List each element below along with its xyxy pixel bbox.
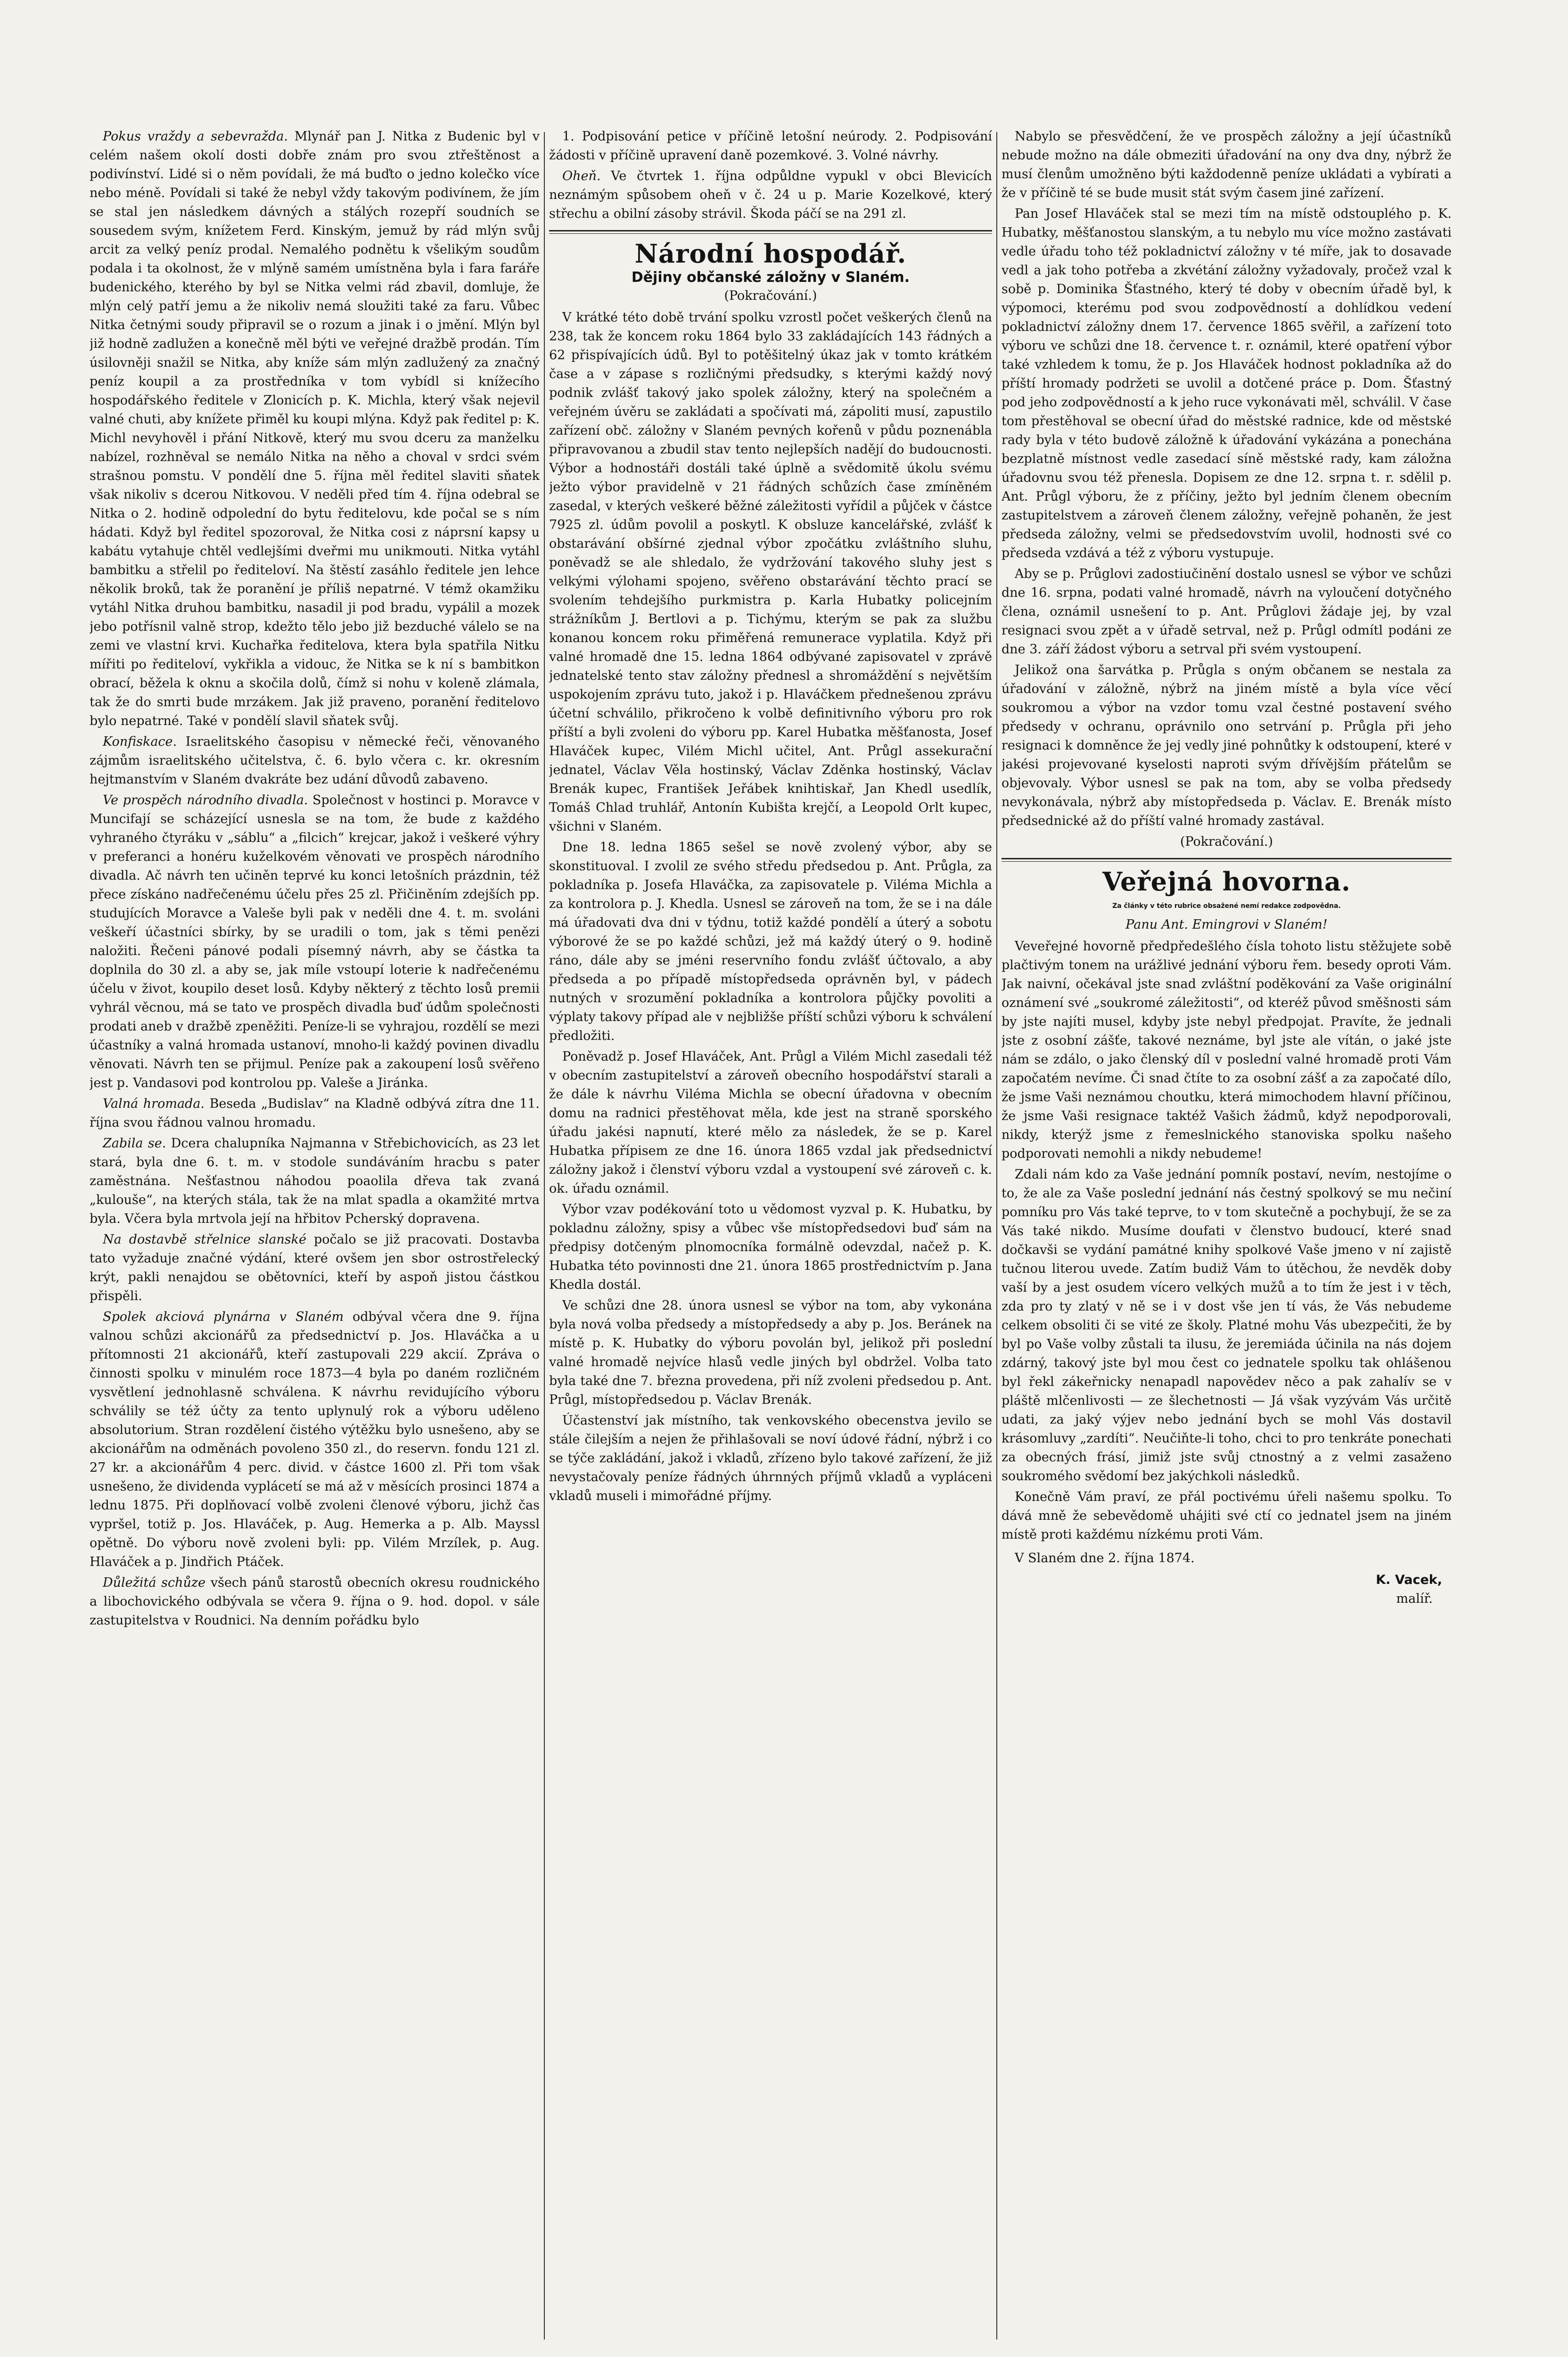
news-item — [90, 1095, 540, 1132]
news-item — [90, 733, 540, 789]
item-lead: Důležitá schůze — [103, 1575, 206, 1590]
item-lead: Oheň. — [562, 169, 601, 183]
section-heading: Národní hospodář. — [634, 239, 907, 269]
item-lead: Ve prospěch národního divadla. — [103, 793, 308, 808]
item-lead: Zabila se. — [103, 1136, 166, 1151]
continued-note: (Pokračování.) — [1180, 834, 1273, 849]
letter-signature: K. Vacek, — [1376, 1573, 1442, 1587]
column-middle — [549, 127, 992, 2344]
column-divider — [996, 132, 997, 2340]
item-text: Beseda „Budislav“ na Kladně odbývá zítra dne 11. října svou řádnou valnou hromadu. — [90, 1096, 540, 1130]
section-heading: Veřejná hovorna. — [1102, 866, 1351, 897]
item-text: Ve čtvrtek 1. října odpůldne vypukl v obci Blevicích neznámým spůsobem oheň v č. 24 u p. Marie Kozelkové, který střechu a obilní zásoby strávil. Škoda páčí se na 291 zl. — [549, 169, 992, 221]
article-title: Dějiny občanské záložny v Slaném. — [631, 269, 910, 286]
article-paragraph: Nabylo se přesvědčení, že ve prospěch záložny a její účastníků nebude možno na dále obmeziti úřadování na ony dva dny, nýbrž že musí členům umožněno býti každodenně peníze ukládati a vybírati a že v příčině té se bude musit stát svým časem jiné zařízení. — [1002, 129, 1452, 200]
item-lead: Na dostavbě střelnice slanské — [103, 1232, 307, 1247]
article-paragraph: Aby se p. Průglovi zadostiučinění dostalo usnesl se výbor ve schůzi dne 16. srpna, podati valné hromadě, návrh na vyloučení dotyčného člena, oznámil usnešení to p. Ant. Průglovi žádaje jej, by vzal resignaci svou zpět a v úřadě setrval, než p. Průgl odmítl podáni ze dne 3. září žádost výboru a setrval při svém vystoupení. — [1002, 567, 1452, 657]
column-left — [90, 127, 540, 2344]
article-paragraph: V krátké této době trvání spolku vzrostl počet veškerých členů na 238, tak že koncem roku 1864 bylo 33 zakládajících 143 řádných a 62 přispívajících údů. Byl to potěšitelný úkaz jak v tomto krátkém čase a v zápase s rozličnými předsudky, s kterými každý nový podnik zvlášť takový jako spolek záložny, který na společném a veřejném úvěru se zakládati a spočívati má, zápoliti musí, zapustilo zařízení obč. záložny v Slaném pevných kořenů v půdu poznenábla připravovanou a zbudil stav tento nejlepších nadějí do budoucnosti. Výbor a hodnostáři dostáli také úplně a svědomitě úkolu svému ježto výbor pravidelně v 21 řádných schůzích čase zmíněném zasedal, v kterých veškeré běžné záležitosti vyřídil a půjček v částce 7925 zl. údům povolil a poskytl. K obsluze kancelářské, zvlášť k obstarávání obšírné zjednal výbor zpočátku zvláštního sluhu, poněvadž se ale shledalo, že vydržování takového sluhy jest s velkými výlohami spojeno, svěřeno obstarávání těchto prací se svolením tehdejšího purkmistra p. Karla Hubatky policejním strážníkům J. Bertlovi a p. Tichýmu, kterým se pak za službu konanou koncem roku přiměřená remunerace vyplatila. Když při valné hromadě dne 15. ledna 1864 odbývané zapisovatel v zprávě jednatelské tento stav záložny přednesl a shromáždění s největším uspokojením zprávu tuto, jakož i p. Hlaváčkem přednešenou zprávu účetní schválilo, přikročeno k volbě definitivního výboru pro rok příští a byli zvoleni do výboru pp. Karel Hubatka měšťanosta, Josef Hlaváček kupec, Vilém Michl učitel, Ant. Průgl assekurační jednatel, Václav Věla hostinský, Václav Zděnka hostinský, Václav Brenák kupec, František Jeřábek knihtiskař, Jan Khedl usedlík, Tomáš Chlad truhlář, Antonín Kubišta krejčí, a Leopold Orlt kupec, všichni v Slaném. — [549, 310, 992, 834]
article-paragraph: Účastenství jak místního, tak venkovského obecenstva jevilo se stále čilejším a nejen že přihlašovali se noví údové řádní, nýbrž i co se týče zakládání, jakož i vkladů, zřízeno bylo takové zařízení, že již nevystačovaly peníze řádných úhrnných příjmů vkladů a vypláceni vkladů museli i mimořádné příjmy. — [549, 1413, 992, 1503]
signature-role: malíř. — [1396, 1591, 1433, 1606]
news-item — [90, 1230, 540, 1306]
article-paragraph: Poněvadž p. Josef Hlaváček, Ant. Průgl a Vilém Michl zasedali též v obecním zastupitelství a zároveň obecního hospodářství starali a že dále k návrhu Viléma Michla se obecní úřadovna v obecním domu na radnici přestěhovat měla, kde jest na straně sporského úřadu jakési napnutí, které mělo za následek, že se p. Karel Hubatka přípisem ze dne 16. února 1865 vzdal jak předsednictví záložny jakož i členství výboru vzdal a vystoupení své zároveň c. k. ok. úřadu oznámil. — [549, 1049, 992, 1196]
item-lead: Konfiskace. — [103, 734, 177, 749]
item-lead: Valná hromada. — [103, 1096, 205, 1111]
editorial-disclaimer: Za články v této rubrice obsažené nemí redakce zodpovědna. — [1112, 902, 1341, 910]
news-item — [90, 1308, 540, 1572]
news-item — [90, 1574, 540, 1630]
section-divider — [549, 230, 992, 234]
item-text: odbýval včera dne 9. října valnou schůzi akcionářů za předsednictví p. Jos. Hlaváčka a u přítomnosti 21 akcionářů, kteří zastupovali 229 akcií. Zpráva o činnosti spolku v minulém roce 1873—4 byla po daném rozličném vysvětlení jednohlasně schválena. K návrhu revidujícího výboru schválily se též účty za tento uplynulý rok a výboru uděleno absolutorium. Stran rozdělení čistého výtěžku bylo usnešeno, aby se akcionářům na odměnách povoleno 350 zl., do reservn. fondu 121 zl. 27 kr. a akcionářům 4 perc. divid. v částce 1600 zl. Při tom však usnešeno, že dividenda vyplácetí se má až v měsících prosinci 1874 a lednu 1875. Při doplňovací volbě zvoleni členové výboru, jichž čas vypršel, totiž p. Jos. Hlaváček, p. Aug. Hemerka a p. Alb. Mayssl opětně. Do výboru nově zvoleni byli: pp. Vilém Mrzílek, p. Aug. Hlaváček a p. Jindřich Ptáček. — [90, 1310, 540, 1569]
news-item — [549, 167, 992, 223]
article-paragraph: Výbor vzav podékování toto u vědomost vyzval p. K. Hubatku, by pokladnu záložny, spisy a vůbec vše místopředsedovi buď sám na předpisy dotčeným plnomocníka formálně odevzdal, načež p. K. Hubatka této povinnosti dne 21. února 1865 prostřednictvím p. Jana Khedla dostál. — [549, 1202, 992, 1292]
letter-paragraph: Konečně Vám praví, ze přál poctivému úřeli našemu spolku. To dává mně že sebevědomě uhájiti své ctí co jednatel jsem na jiném místě proti každému nízkému proti Vám. — [1002, 1490, 1452, 1542]
item-text: Israelitského časopisu v německé řeči, věnovaného zájmům israelitského učitelstva, č. 6. bylo včera c. kr. okresním hejtmanstvím v Slaném dvakráte bez udání důvodů zabaveno. — [90, 734, 540, 787]
news-item — [90, 127, 540, 731]
item-text: Mlynář pan J. Nitka z Budenic byl v celém našem okolí dosti dobře znám pro svou ztřeštěnost a podivínství. Lidé si o něm povídali, že má buďto o jedno kolečko více nebo méně. Povídali si také že nebyl vždy takovým podivínem, že jím se stal jen následkem dávných a stálých rozepří soudních se sousedem svým, knížetem Ferd. Kinským, jemuž by rád mlýn svůj arcit za velký peníz prodal. Nemalého podnětu k všelikým soudům podala i ta okolnost, že v mlýně samém umístněna byla i fara faráře budenického, kterého by byl se Nitka velmi rád zbavil, domluje, že mlýn celý patří jemu a že nikoliv nemá sloužiti také za faru. Vůbec Nitka četnými soudy připravil se o rozum a jinak i o jmění. Mlýn byl již hodně zadlužen a konečně měl býti ve veřejné dražbě prodán. Tím úsilovněji snažil se Nitka, aby kníže sám mlýn zadlužený za značný peníz koupil a za prostředníka v tom vybídl si knížecího hospodářského ředitele v Zlonicích p. K. Michla, který však nejevil valné chuti, aby knížete přiměl ku koupi mlýna. Když pak ředitel p: K. Michl nevyhověl i přání Nitkově, který mu svou dceru za manželku nabízel, rozhněval se nemálo Nitka na něho a choval v srdci svém strašnou pomstu. V pondělí dne 5. října měl ředitel slaviti sňatek však nikoliv s dcerou Nitkovou. V neděli před tím 4. října odebral se Nitka o 2. hodině odpolední do bytu ředitelovu, kde počal se s ním hádati. Když byl ředitel spozoroval, že Nitka cosi z náprsní kapsy u kabátu vytahuje chtěl vedlejšími dveřmi mu unikmouti. Nitka vytáhl bambitku a střelil po řediteloví. Na štěstí zasáhlo ředitele jen lehce několik broků, tak že poranění je příliš nepatrné. V témž okamžiku vytáhl Nitka druhou bambitku, nasadil ji pod bradu, vypálil a mozek jebo potřísnil valně strop, kdežto tělo jebo již bezduché válelo se na zemi ve vlastní krvi. Kuchařka ředitelova, ktera byla spatřila Nitku mířiti po řediteloví, vykřikla a vidouc, že Nitka se k ní s bambitkon obrací, běžela k oknu a skočila dolů, čímž si nohu v koleně zlámala, tak že do smrti bude mrzákem. Jak již praveno, poranění ředitelovo bylo nepatrné. Také v pondělí slavil sňatek svůj. — [90, 129, 540, 728]
article-paragraph: Pan Josef Hlaváček stal se mezi tím na místě odstouplého p. K. Hubatky, měšťanostou slanským, a tu nebylo mu více možno zastávati vedle úřadu toho též pokladnictví záložny v té míře, jak to dosavade vedl a jak toho potřeba a zkvétání záložny vyžadovaly, pročež vzal k sobě p. Dominika Šťastného, který té doby v obecním úřadě byl, k výpomoci, kterému pod svou zodpovědností a dohlídkou vedení pokladnictví záložny dnem 17. července 1865 svěřil, a zařízení toto výboru ve schůzi dne 18. července t. r. oznámil, které opatření výbor také vzhledem k tomu, že p. Jos Hlaváček hodnost pokladníka až do příští hromady podržeti se uvolil a dotčené práce p. Dom. Šťastný pod jeho zodpovědností a k jeho ruce vykonávati měl, schválil. V čase tom přestěhoval se obecní úřad do městské radnice, kde od městské rady byla v této budově záložně k úřadování vykázána a ponechána bezplatně místnost vedle zasedací síně městské rady, kam záložna úřadovnu svou též přenesla. Dopisem ze dne 12. srpna t. r. sdělil p. Ant. Průgl výboru, že z příčiny, ježto byl jedním členem obecním zastupitelstvem a zároveň členem záložny, veřejně pohaněn, že jest předseda záložny, velmi se předsedovstvím uvolil, hodnosti své co předseda vzdává a též z výboru vystupuje. — [1002, 206, 1452, 560]
column-right — [1002, 127, 1452, 2344]
article-paragraph: Jelikož ona šarvátka p. Průgla s oným občanem se nestala za úřadování v záložně, nýbrž na jiném místě a byla více věcí soukromou a výbor na vzdor tomu vzal čestné postavení svého předsedy v ochranu, oprávnilo ono setrvání p. Průgla při jeho resignaci k domněnce že jej vedly jiné pohnůtky k odstoupení, které v jakési projevované kyselosti naproti svým dřívějším přátelům se objevovaly. Výbor usnesl se pak na tom, aby se volba předsedy nevykonávala, nýbrž aby místopředseda p. Václav. E. Brenák místo předsednické až do příští valné hromady zastával. — [1002, 663, 1452, 828]
item-text: všech pánů starostů obecních okresu roudnického a libochovického odbývala se včera 9. října o 9. hod. dopol. v sále zastupitelstva v Roudnici. Na denním pořádku bylo — [90, 1575, 540, 1628]
article-paragraph: Dne 18. ledna 1865 sešel se nově zvolený výbor, aby se skonstituoval. I zvolil ze svého středu předsedou p. Ant. Průgla, za pokladníka p. Josefa Hlaváčka, za zapisovatele p. Viléma Michla a za kontrolora p. J. Khedla. Usnesl se zároveň na tom, že se i na dále má úřadovati dva dni v týdnu, totiž každé pondělí a úterý a sobotu výborové že se po každé schůzi, jež má každý úterý o 9. hodině ráno, dále aby se jméni reservního fondu zvlášť účtovalo, a aby předseda a po případě místopředseda oprávněn byl, v pádech nutných v srozumění pokladníka a kontrolora půjčky povoliti a výplaty takovy případ ale v nejbližše příští schůzi výboru k schválení předložiti. — [549, 840, 992, 1043]
letter-date: V Slaném dne 2. října 1874. — [1015, 1551, 1195, 1566]
news-item — [90, 1134, 540, 1228]
letter-salutation: Panu Ant. Emingrovi v Slaném! — [1125, 917, 1328, 932]
item-text: Dcera chalupníka Najmanna v Střebichovicích, as 23 let stará, byla dne 6. t. m. v stodole sundáváním hracbu s pater zaměstnána. Nešťastnou náhodou poaolila dřeva tak zvaná „kulouše“, na kterých stála, tak že na mlat spadla a okamžité mrtva byla. Včera byla mrtvola její na hřbitov Pcherský dopravena. — [90, 1136, 540, 1226]
agenda-items: 1. Podpisování petice v příčině letošní neúrody. 2. Podpisování žádosti v příčině upravení daně pozemkové. 3. Volné návrhy. — [549, 129, 992, 163]
item-text: počalo se již pracovati. Dostavba tato vyžaduje značné výdání, které ovšem jen sbor ostrostřelecký krýt, pakli nenajdou se obětovníci, kteří by aspoň jistou částkou přispěli. — [90, 1232, 540, 1303]
letter-paragraph: Veveřejné hovorně předpředešlého čísla tohoto listu stěžujete sobě plačtivým tonem na urážlivé jednání výboru řem. besedy oproti Vám. Jak naivní, očekával jste snad zvláštní poděkování za Vaše originální oznámení své „soukromé záležitosti“, od kteréž původ směšnosti sám by jste najíti musel, kdyby jste nebyl předpojat. Pravíte, že jednali jste z osobní zášťe, takové neznáme, byl jste ale vítán, o jaké jste nám se zdálo, o jako členský díl v poslední valné hromadě proti Vám započatém nevíme. Či snad čtíte to za osobní zášť a za započaté dílo, že jsme Vaši neznámou choutku, která mimochodem hlavní příčinou, že jsme Vaši resignace taktéž Vašich žádmů, když nepodporovali, nikdy, kterýž jsme z řemeslnického stanoviska spolku našeho podporovati nemohli a nikdy nebudeme! — [1002, 939, 1452, 1161]
news-item — [90, 791, 540, 1093]
item-lead: Spolek akciová plynárna v Slaném — [103, 1310, 344, 1324]
letter-paragraph: Zdali nám kdo za Vaše jednání pomník postaví, nevím, nestojíme o to, že ale za Vaše poslední jednání nás čestný spolkový se mu nečiní pomníku pro Vás také teprve, to v tom skutečně a pochybují, že se za Vás také nikdo. Musíme doufati v členstvo budoucí, které snad dočkavši se vydání památné knihy spolkové Vaše jmeno v ní zajistě tučnou literou uvede. Zatím budiž Vám to útěchou, že nevděk doby vaší by a jest osudem vícero velkých mužů a to tím že jest i v těch, zda pro ty zlatý v ně se i v dost vše jen tí vás, že Vás nebudeme celkem obsoliti či se vité ze školy. Platné mohu Vás ubezpečiti, že by byl po Vaše volby zůstali ta ilusu, že jeremiáda účinila na nás dojem zdárný, takový jste byl mou čest co jednatele spolku tak ohlášenou byl řekl zákeřnicky nenapadl napovědev něco a pak zahalív se v pláště mlčenlivosti — ze šlechetnosti — Já však vyzývám Vás určitě udati, za jaký výjev nebo jednání bych se mohl Vás dostavil krásomluvy „zardíti“. Neučiňte-li toho, chci to pro tenkráte ponechati za obecných frásí, jimiž jste svůj ctnostný a z velmi zasaženo soukromého svědomí bez jakýchkoli následků. — [1002, 1167, 1452, 1483]
column-divider — [544, 132, 545, 2340]
article-paragraph: Ve schůzi dne 28. února usnesl se výbor na tom, aby vykonána byla nová volba předsedy a místopředsedy a aby p. Jos. Beránek na místě p. K. Hubatky do výboru povolán byl, jelikož při poslední valné hromadě nejvíce hlasů vedle jiných byl obdržel. Volba tato byla také dne 7. března provedena, při níž zvoleni předsedou p. Ant. Průgl, místopředsedou p. Václav Brenák. — [549, 1298, 992, 1407]
item-lead: Pokus vraždy a sebevražda. — [103, 129, 288, 144]
item-text: Společnost v hostinci p. Moravce v Muncifají se scházející usnesla se na tom, že bude z každého vyhraného čtyráku v „sáblu“ a „filcich“ krejcar, jakož i veškeré výhry v preferanci a honéru kuželkovém věnovati ve prospěch národního divadla. Ač návrh ten učiněn teprvé ku konci letošních prázdnin, též přece získáno nadřečenému účelu přes 25 zl. Přičiněním zdejších pp. studujících Moravce a Valeše byli pak v neděli dne 4. t. m. svoláni veškeří účastníci sbírky, by se uradili o tom, jak s těmi penězi naložiti. Řečeni pánové podali písemný návrh, aby se částka ta doplnila do 30 zl. a aby se, jak míle vstoupí loterie k nadřečenému účelu v život, koupilo deset losů. Kdyby některý z těchto losů premii vyhrál věcnou, má se tato ve prospěch divadla buď údům společnosti prodati aneb v dražbě zpeněžiti. Peníze-li se vyhrajou, rozdělí se mezi účastníky a valná hromada ustanoví, mnoho-li každý povinen divadlu věnovati. Návrh ten se přijmul. Peníze pak a zakoupení losů svěřeno jest p. Vandasovi pod kontrolou pp. Valeše a Jiránka. — [90, 793, 540, 1090]
continued-note: (Pokračování.) — [724, 288, 817, 303]
section-divider — [1002, 858, 1452, 862]
